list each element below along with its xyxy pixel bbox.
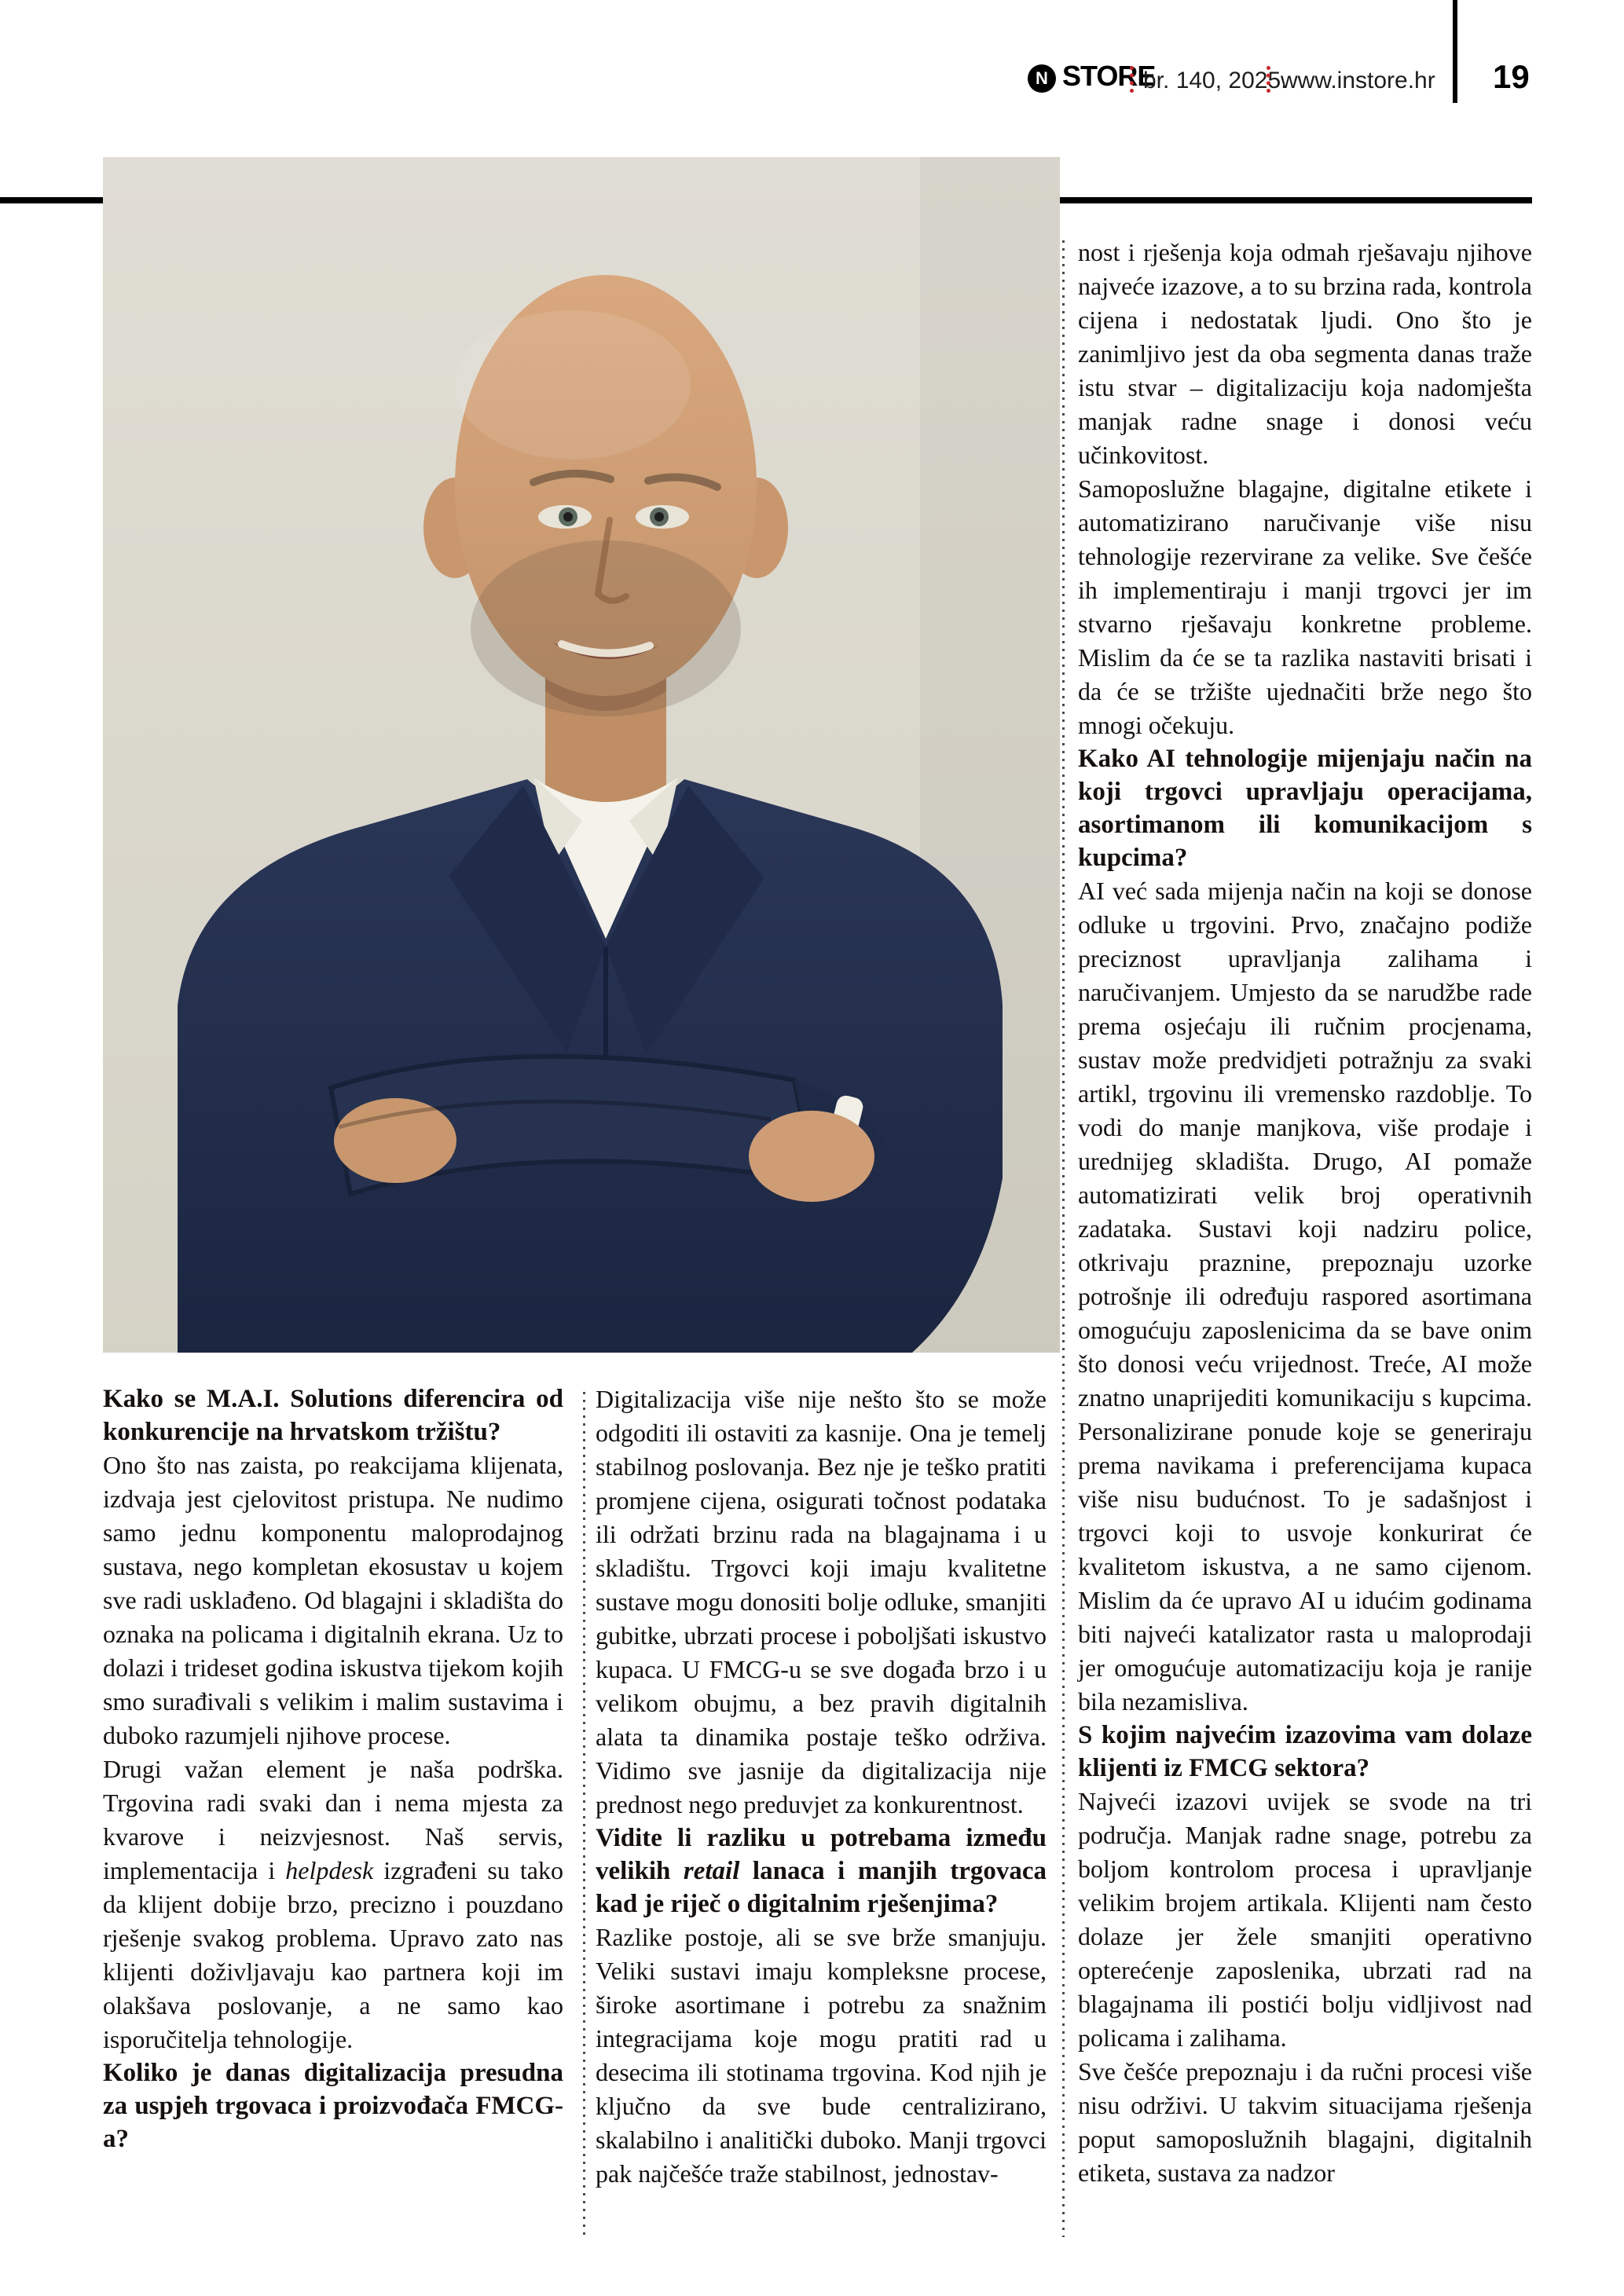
header-dotted-separator [1130,66,1134,93]
header-dotted-separator [1267,66,1270,93]
instore-logo-icon: N [1028,64,1056,93]
answer-paragraph: Sve češće prepoznaju i da ručni procesi više nisu održivi. U takvim situacijama rješenja poput samoposlužnih blagajni, digitalnih etiketa, sustava za nadzor [1078,2057,1532,2187]
article-column-1 [103,1382,563,2155]
answer-paragraph: Drugi važan element je naša podrška. Trgovina radi svaki dan i nema mjesta za kvarove i neizvjesnost. Naš servis, implementacija i helpdesk izgrađeni su tako da klijent dobije brzo, precizno i pouzdano rješenje svakog problema. Upravo zato nas klijenti doživljavaju kao partnera koji im olakšava poslovanje, a ne samo kao isporučitelja tehnologije. [103,1755,563,2053]
page-number: 19 [1493,58,1530,95]
question-heading: S kojim najvećim izazovima vam dolaze klijenti iz FMCG sektora? [1078,1721,1532,1782]
question-heading: Vidite li razliku u potrebama između velikih retail lanaca i manjih trgovaca kad je riječ o digitalnim rješenjima? [596,1824,1047,1918]
answer-paragraph: Razlike postoje, ali se sve brže smanjuju. Veliki sustavi imaju kompleksne procese, široke asortimane i potrebu za snažnim integracijama koje mogu pratiti rad u desecima ili stotinama trgovina. Kod njih je ključno da sve bude centralizirano, skalabilno i analitički duboko. Manji trgovci pak najčešće traže stabilnost, jednostav- [596,1923,1047,2188]
article-column-2 [596,1382,1047,2191]
column-divider-dotted [1062,240,1065,2237]
question-heading: Kako se M.A.I. Solutions diferencira od konkurencije na hrvatskom tržištu? [103,1385,563,1446]
question-heading: Kako AI tehnologije mijenjaju način na koji trgovci upravljaju operacijama, asortimanom ili komunikacijom s kupcima? [1078,745,1532,872]
portrait-photo [103,157,1060,1353]
answer-paragraph: Najveći izazovi uvijek se svode na tri područja. Manjak radne snage, potrebu za boljom kontrolom procesa i upravljanje velikim brojem artikala. Klijenti nam često dolaze jer žele smanjiti operativno opterećenje zaposlenika, ubrzati rad na blagajnama ili postići bolju vidljivost nad policama i zalihama. [1078,1787,1532,2052]
stubble [471,540,741,716]
answer-paragraph: Ono što nas zaista, po reakcijama klijenata, izdvaja jest cjelovitost pristupa. Ne nudimo samo jednu komponentu maloprodajnog sustava, nego kompletan ekosustav u kojem sve radi usklađeno. Od blagajni i skladišta do oznaka na policama i digitalnih ekrana. Uz to dolazi i trideset godina iskustva tijekom kojih smo surađivali s velikim i malim sustavima i duboko razumjeli njihove procese. [103,1451,563,1749]
answer-paragraph: AI već sada mijenja način na koji se donose odluke u trgovini. Prvo, značajno podiže preciznost upravljanja zalihama i naručivanjem. Umjesto da se narudžbe rade prema osjećaju ili ručnim procjenama, sustav može predvidjeti potražnju za svaki artikl, trgovinu ili vremensko razdoblje. To vodi do manje manjkova, više prodaje i urednijeg skladišta. Drugo, AI pomaže automatizirati velik broj operativnih zadataka. Sustavi koji nadziru police, otkrivaju praznine, prepoznaju uzorke potrošnje ili određuju raspored asortimana omogućuju zaposlenicima da se bave onim što donosi veću vrijednost. Treće, AI može znatno unaprijediti komunikaciju s kupcima. Personalizirane ponude koje se generiraju prema navikama i preferencijama kupaca više nisu budućnost. To je sadašnjost i trgovci koji to usvoje konkurirat će kvalitetom iskustva, a ne samo cijenom. Mislim da će upravo AI u idućim godinama biti najveći katalizator rasta u maloprodaji jer omogućuje automatizaciju koja je ranije bila nezamisliva. [1078,877,1532,1716]
article-column-3 [1078,236,1532,2190]
header-vertical-rule [1453,0,1457,103]
column-divider-dotted [583,1392,585,2239]
header-issue-number: br. 140, 2025. [1143,68,1288,93]
header-website: www.instore.hr [1281,68,1435,93]
answer-paragraph: nost i rješenja koja odmah rješavaju njihove najveće izazove, a to su brzina rada, kontrola cijena i nedostatak ljudi. Ono što je zanimljivo jest da oba segmenta danas traže istu stvar – digitalizaciju koja nadomješta manjak radne snage i donosi veću učinkovitost. [1078,238,1532,469]
hand [749,1111,874,1202]
hand [334,1098,456,1183]
answer-paragraph: Samoposlužne blagajne, digitalne etikete i automatizirano naručivanje više nisu tehnologije rezervirane za velike. Sve češće ih implementiraju i manji trgovci jer im stvarno rješavaju konkretne probleme. Mislim da će se ta razlika nastaviti brisati i da će se tržište ujednačiti brže nego što mnogi očekuju. [1078,474,1532,739]
answer-paragraph: Digitalizacija više nije nešto što se može odgoditi ili ostaviti za kasnije. Ona je temelj stabilnog poslovanja. Bez nje je teško pratiti promjene cijena, osigurati točnost podataka ili održati brzinu rada na blagajnama i u skladištu. Trgovci koji imaju kvalitetne sustave mogu donositi bolje odluke, smanjiti gubitke, ubrzati procese i poboljšati iskustvo kupaca. U FMCG-u se sve događa brzo i u velikom obujmu, a bez pravih digitalnih alata ta dinamika postaje teško održiva. Vidimo sve jasnije da digitalizacija nije prednost nego preduvjet za konkurentnost. [596,1385,1047,1818]
question-heading: Koliko je danas digitalizacija presudna za uspjeh trgovaca i proizvođača FMCG-a? [103,2059,563,2153]
header-brand: STORE [1062,60,1156,92]
